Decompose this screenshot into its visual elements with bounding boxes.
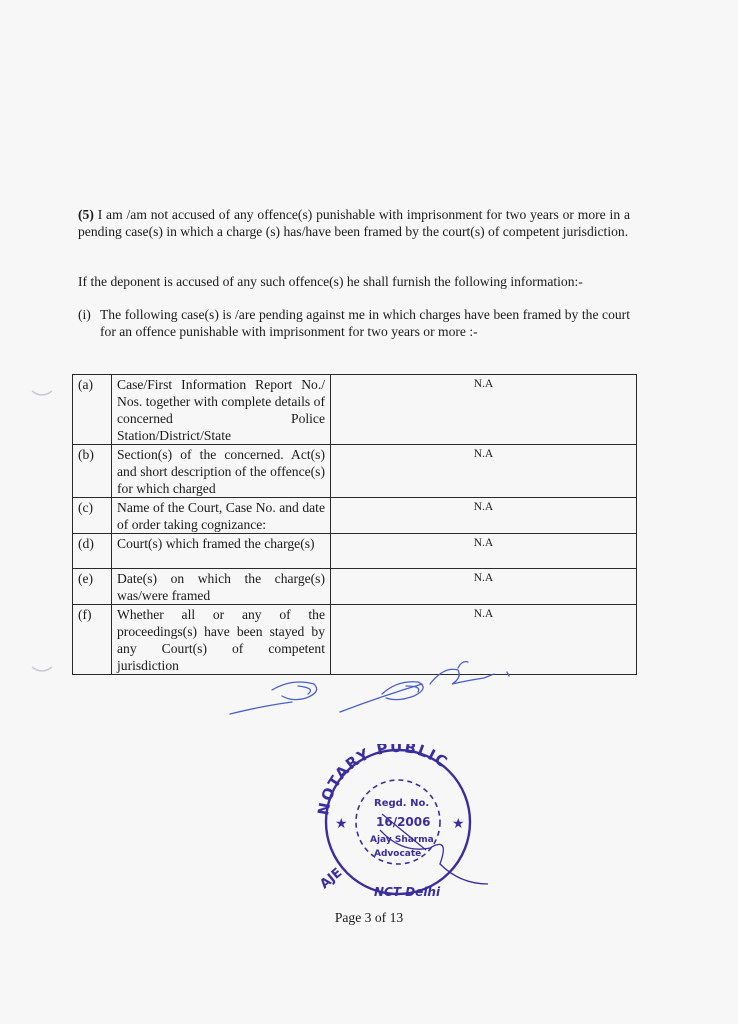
row-key: (a) [73, 375, 112, 445]
stamp-ring-top-text: NOTARY PUBLIC [314, 744, 452, 817]
row-key: (e) [73, 569, 112, 605]
row-value: N.A [331, 569, 637, 605]
pending-cases-paragraph [78, 306, 630, 340]
row-label: Court(s) which framed the charge(s) [112, 534, 331, 569]
table-row [73, 375, 637, 445]
row-value: N.A [331, 534, 637, 569]
table-row [73, 498, 637, 534]
paragraph-text: I am /am not accused of any offence(s) punishable with imprisonment for two years or more in a pending case(s) in which a charge (s) has/have been framed by the court(s) of competent jurisdiction. [78, 207, 630, 239]
stamp-ring-left-text: AJE [317, 865, 346, 893]
row-key: (b) [73, 445, 112, 498]
row-value: N.A [331, 375, 637, 445]
stamp-advocate-name: Ajay Sharma [370, 835, 434, 845]
pending-cases-table [72, 374, 637, 675]
paragraph-number: (5) [78, 207, 94, 222]
row-value: N.A [331, 498, 637, 534]
row-key: (c) [73, 498, 112, 534]
paragraph-number: (i) [78, 307, 91, 322]
stamp-ring-bottom-text: NCT Delhi [374, 885, 441, 899]
paragraph-text: The following case(s) is /are pending against me in which charges have been framed by the court for an offence punishable with imprisonment for two years or more :- [100, 307, 630, 339]
star-icon: ★ [452, 816, 465, 832]
row-label: Whether all or any of the proceedings(s) have been stayed by any Court(s) of competent jurisdiction [112, 605, 331, 675]
table-row [73, 569, 637, 605]
stamp-registration-number: 16/2006 [376, 815, 431, 829]
row-key: (d) [73, 534, 112, 569]
deponent-instruction: If the deponent is accused of any such offence(s) he shall furnish the following information:- [78, 274, 583, 289]
row-label: Case/First Information Report No./ Nos. together with complete details of concerned Police Station/District/State [112, 375, 331, 445]
table-row [73, 534, 637, 569]
row-label: Date(s) on which the charge(s) was/were framed [112, 569, 331, 605]
row-value: N.A [331, 445, 637, 498]
star-icon: ★ [335, 816, 348, 832]
row-label: Section(s) of the concerned. Act(s) and short description of the offence(s) for which charged [112, 445, 331, 498]
table-row [73, 445, 637, 498]
hole-punch-mark [30, 386, 54, 404]
page-number: Page 3 of 13 [334, 910, 404, 925]
notary-stamp [310, 744, 500, 909]
stamp-registration-label: Regd. No. [374, 798, 430, 809]
declaration-paragraph-5 [78, 206, 630, 240]
handwritten-signature [222, 656, 522, 725]
row-value: N.A [331, 605, 637, 675]
row-label: Name of the Court, Case No. and date of order taking cognizance: [112, 498, 331, 534]
hole-punch-mark [30, 662, 54, 680]
row-key: (f) [73, 605, 112, 675]
stamp-advocate-title: Advocate [374, 849, 422, 859]
